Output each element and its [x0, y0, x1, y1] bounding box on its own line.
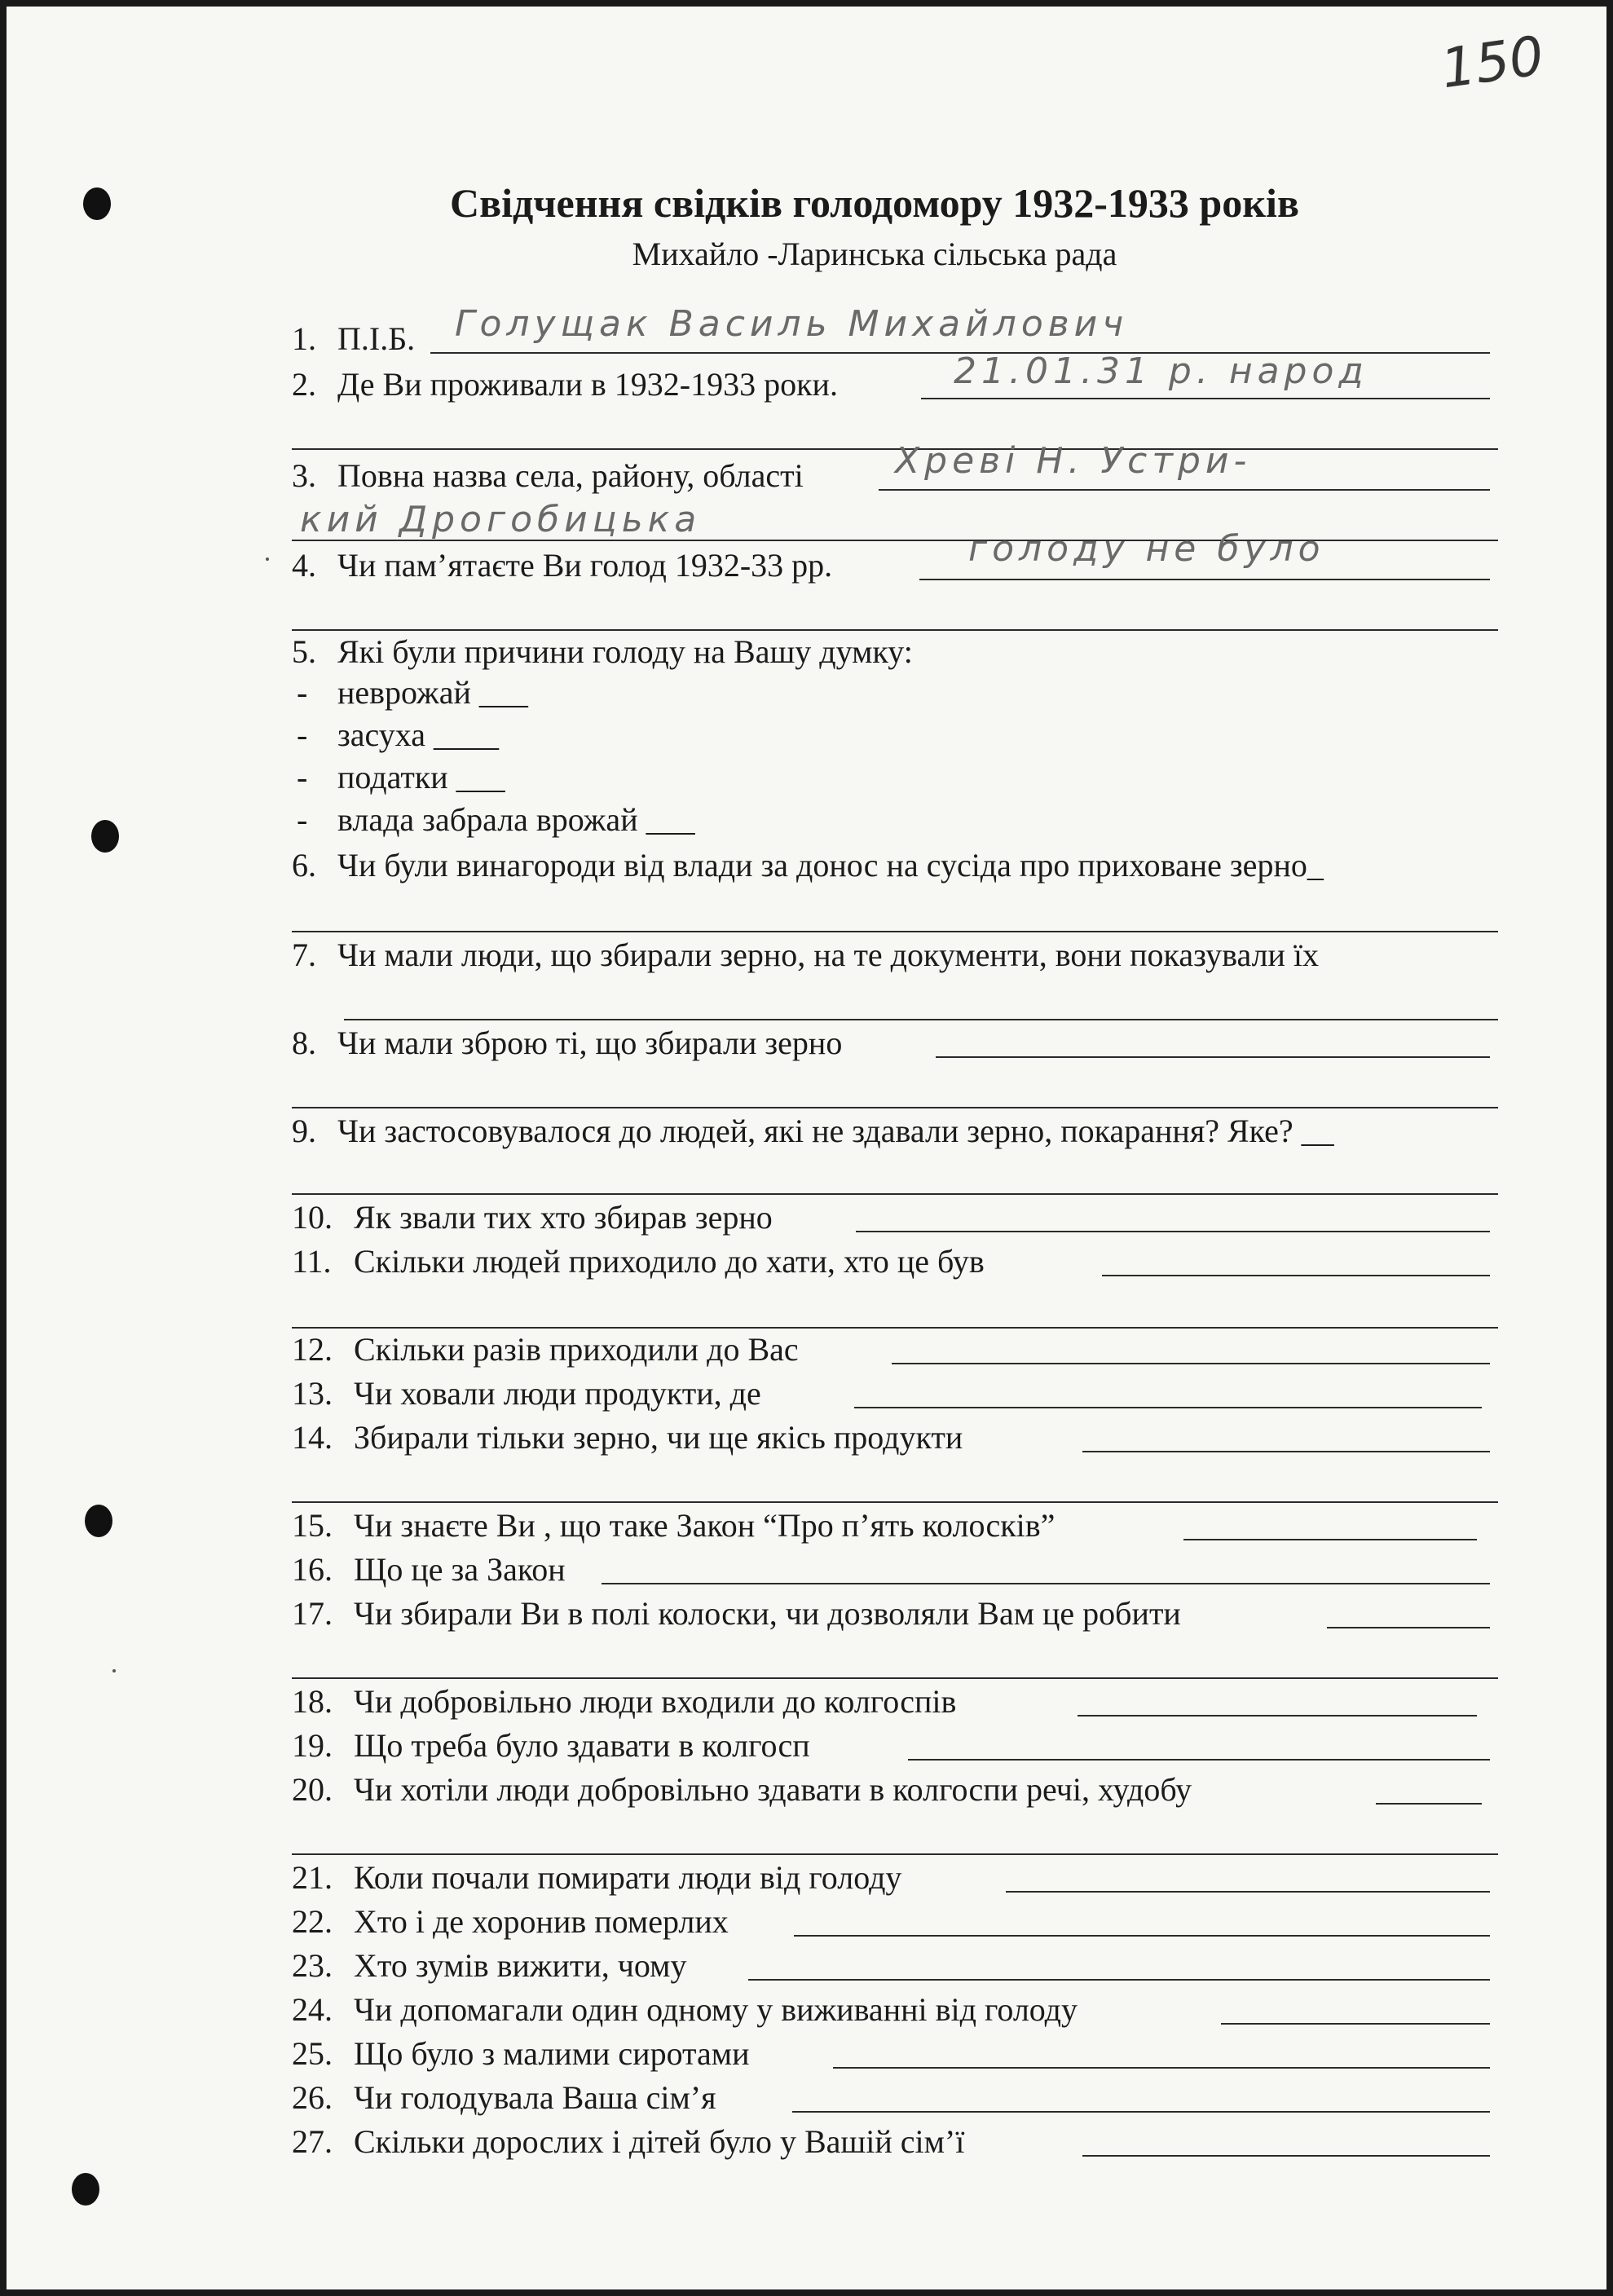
option-item [297, 716, 1112, 755]
answer-blank[interactable] [833, 2067, 1490, 2069]
question-7 [292, 936, 1498, 975]
answer-blank[interactable] [892, 1363, 1490, 1364]
page-title: Свідчення свідків голодомору 1932-1933 років [450, 180, 1299, 226]
handwritten-answer: 21.01.31 р. народ [954, 350, 1368, 392]
answer-line[interactable] [292, 1677, 1498, 1679]
answer-line[interactable] [292, 1107, 1498, 1108]
answer-blank[interactable] [1082, 1451, 1490, 1452]
answer-blank[interactable] [602, 1583, 1490, 1584]
handwritten-answer: Голущак Василь Михайлович [455, 303, 1129, 345]
question-number: 19. [292, 1727, 333, 1764]
question-number: 13. [292, 1375, 333, 1412]
question-number: 17. [292, 1595, 333, 1632]
answer-line[interactable] [292, 1853, 1498, 1855]
question-text: Чи були винагороди від влади за донос на сусіда про приховане зерно_ [337, 847, 1324, 884]
scan-speck [112, 1669, 116, 1672]
question-text: Скільки людей приходило до хати, хто це був [354, 1243, 985, 1280]
question-17 [292, 1594, 1498, 1633]
option-item [297, 673, 1112, 712]
question-27 [292, 2122, 1498, 2162]
question-number: 4. [292, 547, 316, 584]
question-text: Хто зумів вижити, чому [354, 1947, 687, 1984]
question-number: 16. [292, 1551, 333, 1588]
question-number: 5. [292, 633, 316, 670]
answer-blank[interactable] [1376, 1803, 1482, 1805]
answer-blank[interactable] [919, 579, 1490, 580]
question-3 [292, 440, 1498, 496]
question-number: 8. [292, 1025, 316, 1061]
answer-line[interactable] [292, 931, 1498, 932]
question-number: 14. [292, 1419, 333, 1456]
question-text: Скільки дорослих і дітей було у Вашій сім’ї [354, 2123, 965, 2160]
answer-blank[interactable] [1327, 1627, 1490, 1628]
answer-line[interactable] [344, 1019, 1498, 1020]
question-number: 6. [292, 847, 316, 884]
question-text: Як звали тих хто збирав зерно [354, 1199, 773, 1236]
question-number: 20. [292, 1771, 333, 1808]
question-26 [292, 2078, 1498, 2118]
punch-hole [85, 1505, 112, 1537]
answer-blank[interactable] [748, 1979, 1490, 1981]
question-number: 7. [292, 936, 316, 973]
question-number: 10. [292, 1199, 333, 1236]
list-dash: - [297, 716, 308, 753]
question-text: Де Ви проживали в 1932-1933 роки. [337, 366, 838, 403]
answer-blank[interactable] [921, 398, 1490, 399]
answer-line[interactable] [292, 1327, 1498, 1329]
question-text: Що це за Закон [354, 1551, 566, 1588]
question-11 [292, 1242, 1498, 1281]
question-text: Чи знаєте Ви , що таке Закон “Про п’ять колосків” [354, 1507, 1056, 1544]
answer-blank[interactable] [1221, 2023, 1490, 2025]
answer-blank[interactable] [936, 1056, 1490, 1058]
question-2 [292, 350, 1498, 404]
question-text: Чи збирали Ви в полі колоски, чи дозволяли Вам це робити [354, 1595, 1181, 1632]
question-text: Чи добровільно люди входили до колгоспів [354, 1683, 957, 1720]
question-16 [292, 1550, 1498, 1589]
answer-line[interactable] [292, 1193, 1498, 1195]
question-number: 21. [292, 1859, 333, 1896]
question-text: Які були причини голоду на Вашу думку: [337, 633, 913, 670]
answer-blank[interactable] [908, 1759, 1490, 1761]
question-14 [292, 1418, 1498, 1457]
question-number: 23. [292, 1947, 333, 1984]
question-4 [292, 528, 1498, 585]
question-19 [292, 1726, 1498, 1765]
question-text: Чи мали зброю ті, що збирали зерно [337, 1025, 843, 1061]
question-number: 11. [292, 1243, 332, 1280]
answer-blank[interactable] [856, 1231, 1490, 1232]
option-text[interactable]: засуха ____ [337, 716, 500, 753]
list-dash: - [297, 801, 308, 838]
answer-blank[interactable] [854, 1407, 1482, 1408]
question-text: Чи пам’ятаєте Ви голод 1932-33 рр. [337, 547, 833, 584]
question-text: Чи мали люди, що збирали зерно, на те документи, вони показували їх [337, 936, 1320, 973]
question-6 [292, 846, 1498, 885]
question-number: 15. [292, 1507, 333, 1544]
question-text: Чи ховали люди продукти, де [354, 1375, 761, 1412]
question-23 [292, 1946, 1498, 1985]
question-text: Чи застосовувалося до людей, які не здавали зерно, покарання? Яке? __ [337, 1113, 1334, 1149]
punch-hole [72, 2173, 99, 2206]
handwritten-answer: Хреві Н. Устри- [895, 440, 1252, 482]
question-text: П.І.Б. [337, 320, 416, 357]
handwritten-answer-continued: кий Дрогобицька [300, 499, 702, 540]
question-8 [292, 1024, 1498, 1063]
option-text[interactable]: влада забрала врожай ___ [337, 801, 695, 838]
question-25 [292, 2034, 1498, 2073]
question-12 [292, 1330, 1498, 1369]
page-subtitle: Михайло -Ларинська сільська рада [632, 236, 1117, 272]
answer-blank[interactable] [1082, 2155, 1490, 2157]
answer-blank[interactable] [1183, 1539, 1477, 1540]
question-24 [292, 1990, 1498, 2029]
question-number: 1. [292, 320, 316, 357]
question-10 [292, 1198, 1498, 1237]
answer-blank[interactable] [1006, 1891, 1490, 1893]
question-number: 22. [292, 1903, 333, 1940]
question-text: Повна назва села, району, області [337, 457, 804, 494]
question-number: 26. [292, 2079, 333, 2116]
option-item [297, 800, 1112, 840]
punch-hole [91, 820, 119, 853]
list-dash: - [297, 674, 308, 711]
question-number: 27. [292, 2123, 333, 2160]
question-text: Що було з малими сиротами [354, 2035, 750, 2072]
question-number: 3. [292, 457, 316, 494]
answer-blank[interactable] [879, 489, 1490, 491]
question-text: Чи допомагали один одному у виживанні від голоду [354, 1991, 1078, 2028]
answer-line[interactable] [292, 629, 1498, 631]
question-13 [292, 1374, 1498, 1413]
question-number: 18. [292, 1683, 333, 1720]
handwritten-page-number: 150 [1437, 24, 1548, 101]
question-text: Збирали тільки зерно, чи ще якісь продукти [354, 1419, 963, 1456]
answer-blank[interactable] [792, 2111, 1490, 2113]
handwritten-answer: голоду не було [968, 528, 1325, 570]
question-5 [292, 632, 1498, 672]
answer-blank[interactable] [1102, 1275, 1490, 1276]
option-text[interactable]: податки ___ [337, 759, 505, 795]
question-text: Хто і де хоронив померлих [354, 1903, 729, 1940]
answer-line[interactable] [292, 1501, 1498, 1503]
document-page [7, 7, 1606, 2289]
option-item [297, 758, 1112, 797]
answer-blank[interactable] [794, 1935, 1490, 1937]
question-text: Чи хотіли люди добровільно здавати в колгоспи речі, худобу [354, 1771, 1192, 1808]
question-text: Коли почали помирати люди від голоду [354, 1859, 902, 1896]
question-21 [292, 1858, 1498, 1897]
question-22 [292, 1902, 1498, 1941]
question-15 [292, 1506, 1498, 1545]
question-number: 9. [292, 1113, 316, 1149]
question-number: 2. [292, 366, 316, 403]
question-number: 25. [292, 2035, 333, 2072]
answer-blank[interactable] [1078, 1715, 1477, 1716]
question-text: Скільки разів приходили до Вас [354, 1331, 799, 1368]
question-9 [292, 1112, 1498, 1151]
question-number: 24. [292, 1991, 333, 2028]
question-20 [292, 1770, 1498, 1809]
question-18 [292, 1682, 1498, 1721]
question-text: Чи голодувала Ваша сім’я [354, 2079, 716, 2116]
question-number: 12. [292, 1331, 333, 1368]
list-dash: - [297, 759, 308, 795]
scan-speck [266, 557, 269, 561]
question-text: Що треба було здавати в колгосп [354, 1727, 810, 1764]
option-text[interactable]: неврожай ___ [337, 674, 528, 711]
